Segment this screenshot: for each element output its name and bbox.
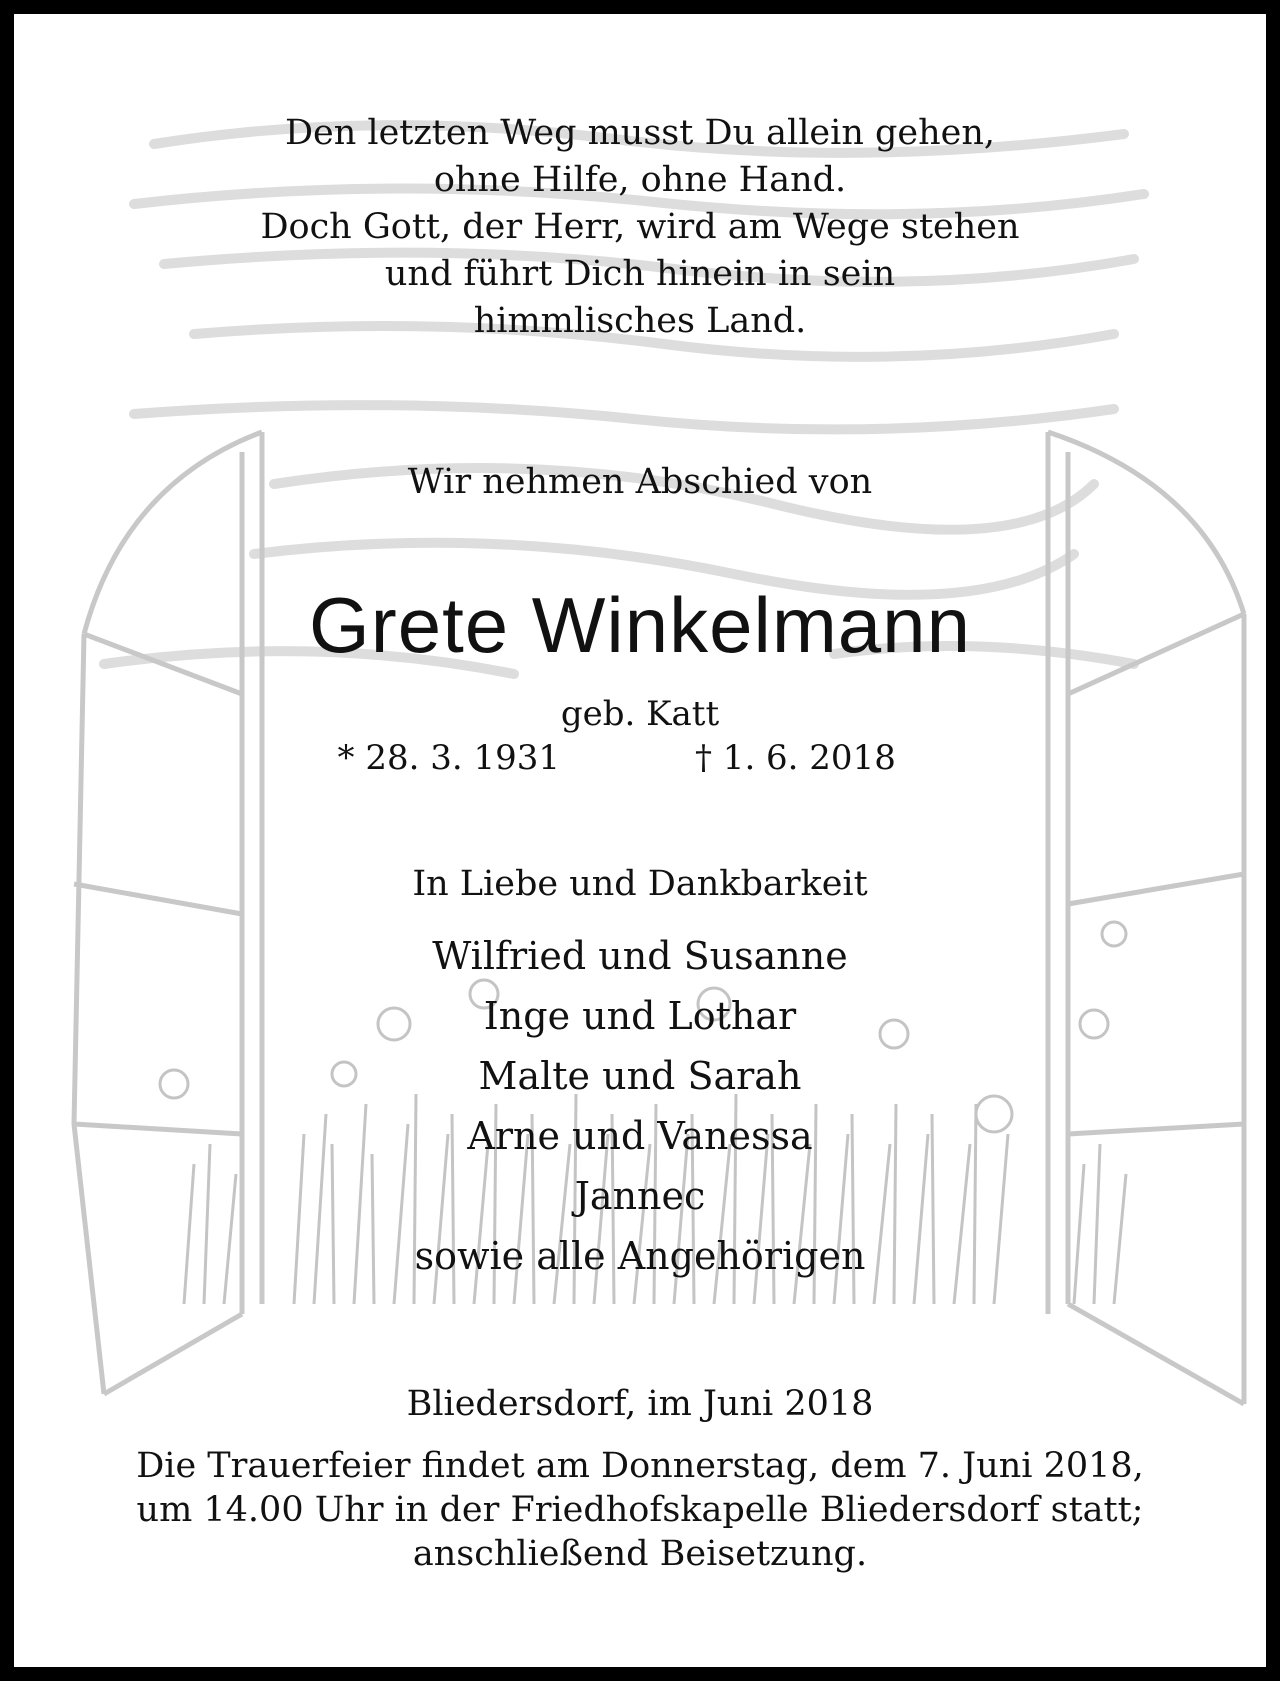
verse-block [14,110,1266,345]
place-and-date: Bliedersdorf, im Juni 2018 [406,1384,874,1424]
verse-line: ohne Hilfe, ohne Hand. [433,160,847,200]
family-member: Malte und Sarah [478,1054,802,1098]
family-member: Wilfried und Susanne [432,934,848,978]
dedication-line: In Liebe und Dankbarkeit [412,864,868,904]
family-list [14,926,1266,1286]
family-member: Inge und Lothar [483,994,797,1038]
obituary-text [14,14,1266,1667]
verse-line: Doch Gott, der Herr, wird am Wege stehen [260,207,1020,247]
verse-line: und führt Dich hinein in sein [384,254,896,294]
deceased-name: Grete Winkelmann [309,581,971,669]
maiden-name: geb. Katt [560,694,720,734]
family-member: Jannec [574,1174,706,1218]
service-line: Die Trauerfeier findet am Donnerstag, dem 7. Juni 2018, [136,1446,1144,1486]
verse-line: himmlisches Land. [473,301,807,341]
service-line: anschließend Beisetzung. [412,1534,868,1574]
farewell-intro: Wir nehmen Abschied von [407,462,873,502]
family-member: Arne und Vanessa [467,1114,813,1158]
family-member: sowie alle Angehörigen [414,1234,866,1278]
service-line: um 14.00 Uhr in der Friedhofskapelle Bliedersdorf statt; [136,1490,1144,1530]
birth-date: * 28. 3. 1931 [337,738,560,778]
verse-line: Den letzten Weg musst Du allein gehen, [284,113,996,153]
death-date: † 1. 6. 2018 [695,738,896,778]
funeral-service-notice [14,1444,1266,1576]
